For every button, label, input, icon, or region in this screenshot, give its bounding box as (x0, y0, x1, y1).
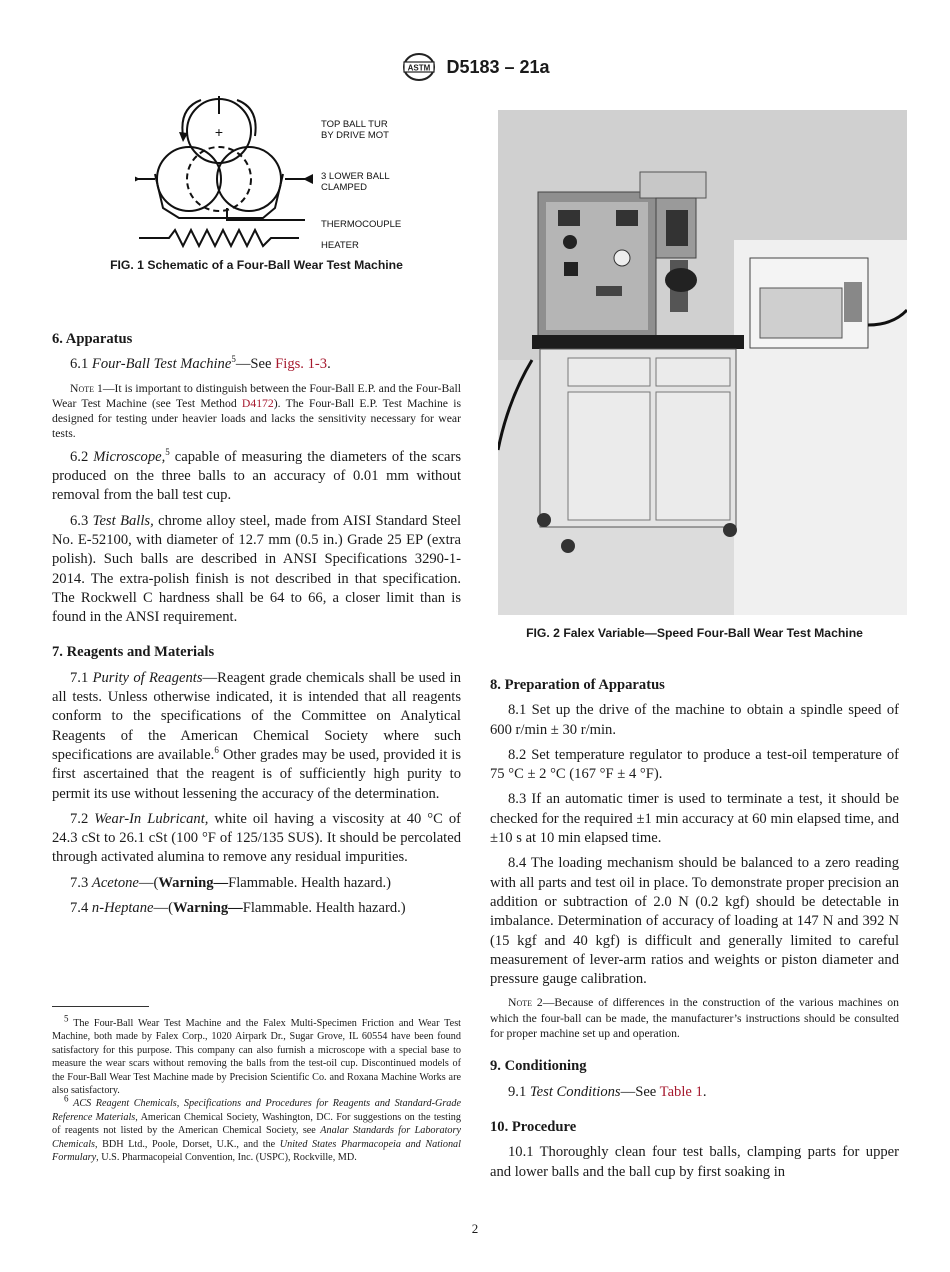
section-10-heading: 10. Procedure (490, 1118, 577, 1135)
para-8-1: 8.1 Set up the drive of the machine to obtain a spindle speed of 600 r/min ± 30 r/min. (490, 702, 899, 738)
label-thermocouple: THERMOCOUPLE (321, 219, 402, 230)
section-8-heading: 8. Preparation of Apparatus (490, 677, 665, 693)
label-drive: BY DRIVE MOT (321, 130, 389, 141)
footnote-rule (52, 1006, 149, 1007)
note-1: Note 1—It is important to distinguish between the Four-Ball E.P. and the Four-Ball Wear Test Machine (see Test Method D4172). The Four-Ball E.P. Test Machine is designed for testing under heavier loads and lacks the sensitivity necessary for wear tests. (52, 381, 461, 441)
left-column (52, 330, 461, 924)
para-8-2: 8.2 Set temperature regulator to produce a test-oil temperature of 75 °C ± 2 °C (167 °F ± 4 °F). (490, 746, 899, 783)
footnote-6: $^6$ ACS Reagent Chemicals, Specifications and Procedures for Reagents and Standard-Grade Reference Materials, American Chemical Society, Washington, DC. For suggestions on the testing of reagents not listed by the American Chemical Society, see Analar Standards for Laboratory Chemicals, BDH Ltd., Poole, Dorset, U.K., and the United States Pharmacopeia and National Formulary, U.S. Pharmacopeial Convention, Inc. (USPC), Rockville, MD. (52, 1094, 461, 1164)
para-10-1: 10.1 Thoroughly clean four test balls, clamping parts for upper and lower balls and the ball cup by first soaking in (490, 1144, 899, 1180)
para-6-1: 6.1 Four-Ball Test Machine$^5$—See Figs. 1-3. (70, 354, 331, 373)
para-7-4: 7.4 n-Heptane—(Warning—Flammable. Health hazard.) (70, 900, 406, 917)
para-6-2: 6.2 Microscope,$^5$ capable of measuring the diameters of the scars produced on the three balls to an accuracy of 0.01 mm without removal from the ball test cup. (52, 446, 462, 504)
lower-ball-center (187, 147, 251, 211)
page-number: 2 (471, 1221, 479, 1236)
para-9-1: 9.1 Test Conditions—See Table 1. (508, 1083, 707, 1100)
right-column (490, 676, 899, 1188)
fig2-photo (498, 110, 907, 615)
footnotes (52, 1013, 461, 1164)
label-top-ball: TOP BALL TUR (321, 119, 388, 130)
para-7-1: 7.1 Purity of Reagents—Reagent grade chemicals shall be used in all tests. Unless otherwise indicated, it is intended that all reagents conform to the specifications of the Committee on Analytical Reagents of the American Chemical Society where such specifications are available.$^6$ Other grades may be used, provided it is first ascertained that the reagent is of sufficiently high purity to permit its use without lessening the accuracy of the determination. (52, 669, 461, 802)
label-heater: HEATER (321, 240, 359, 251)
fig1-caption: FIG. 1 Schematic of a Four-Ball Wear Test Machine (110, 258, 403, 272)
lower-ball-right (217, 147, 281, 211)
section-9-heading: 9. Conditioning (490, 1058, 587, 1075)
section-7-heading: 7. Reagents and Materials (52, 644, 215, 661)
table-1-link[interactable]: Table 1 (659, 1083, 703, 1100)
para-8-3: 8.3 If an automatic timer is used to terminate a test, it should be checked for the required ±1 min accuracy at 60 min elapsed time, and ±10 s at 10 min elapsed time. (490, 791, 899, 847)
fig2-caption: FIG. 2 Falex Variable—Speed Four-Ball Wear Test Machine (526, 626, 863, 640)
para-7-3: 7.3 Acetone—(Warning—Flammable. Health hazard.) (70, 874, 392, 891)
section-6-heading: 6. Apparatus (52, 331, 133, 347)
d4172-link[interactable]: D4172 (241, 396, 274, 410)
plus-sign: + (214, 124, 224, 140)
para-7-2: 7.2 Wear-In Lubricant, white oil having a viscosity at 40 °C of 24.3 cSt to 26.1 cSt (100 °F of 125/135 SUS). It should be percolated through activated alumina to remove any residual impurities. (52, 810, 461, 866)
heater-zigzag (139, 230, 299, 246)
figs-link[interactable]: Figs. 1-3 (275, 356, 328, 373)
logo-text: ASTM (408, 63, 431, 73)
para-6-3: 6.3 Test Balls, chrome alloy steel, made from AISI Standard Steel No. E-52100, with diameter of 12.7 mm (0.5 in.) Grade 25 EP (extra polish). Such balls are described in ANSI Specifications 3290-1-2014. The extra-polish finish is not described in that specification. The Rockwell C hardness shall be 64 to 66, a closer limit than is found in the ANSI requirement. (52, 512, 461, 626)
doc-id: D5183 – 21a (446, 56, 550, 77)
para-8-4: 8.4 The loading mechanism should be balanced to a zero reading with all parts and test oil in place. To demonstrate proper precision an addition or subtraction of 2.0 N (0.2 kgf) should be detectable in imbalance. Determination of accuracy of loading at 147 N and 392 N (15 kgf and 40 kgf) is difficult and generally limited to careful measurement of lever-arm ratios and weights or piston diameter and pressure gauge calibration. (490, 855, 899, 988)
astm-logo-icon (400, 52, 438, 82)
note-2: Note 2—Because of differences in the construction of the various machines on which the four-ball can be made, the manufacturer’s instructions should be consulted for proper machine set up and operation. (490, 996, 899, 1041)
page-header (0, 50, 950, 84)
lower-ball-left (157, 147, 221, 211)
fig1-schematic (135, 96, 435, 256)
footnote-5: $^5$ The Four-Ball Wear Test Machine and the Falex Multi-Specimen Friction and Wear Test Machine, both made by Falex Corp., 1020 Airpark Dr., Sugar Grove, IL 60554 have been found satisfactory for this purpose. This company can also furnish a microscope with a special base to measure the wear scars without removing the balls from the test-oil cup. Discontinued models of the Four-Ball Wear Test Machine made by Precision Scientific Co. and Roxana Machine Works are also satisfactory. (52, 1013, 461, 1097)
label-clamped: CLAMPED (321, 182, 367, 193)
label-lower-balls: 3 LOWER BALL (321, 171, 390, 182)
